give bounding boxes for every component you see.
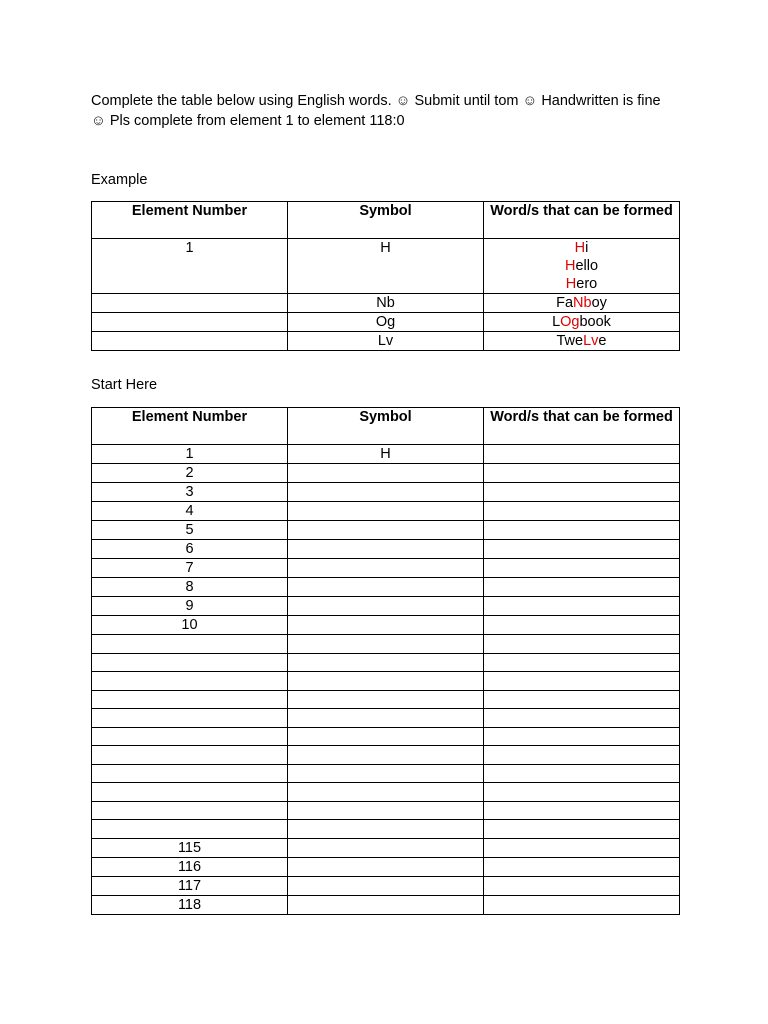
words-cell bbox=[484, 464, 680, 483]
word-part: i bbox=[585, 240, 589, 256]
word-part: ero bbox=[576, 276, 598, 292]
symbol-cell bbox=[288, 502, 484, 521]
example-label: Example bbox=[91, 172, 148, 188]
header-element-number: Element Number bbox=[92, 408, 288, 445]
words-cell bbox=[484, 820, 680, 839]
words-cell bbox=[484, 578, 680, 597]
start-row bbox=[92, 445, 680, 464]
symbol-cell bbox=[288, 895, 484, 914]
words-cell bbox=[484, 502, 680, 521]
example-header-row bbox=[92, 202, 680, 239]
element-number-cell bbox=[92, 709, 288, 728]
start-row bbox=[92, 838, 680, 857]
element-number-cell: 116 bbox=[92, 857, 288, 876]
element-number-cell: 3 bbox=[92, 483, 288, 502]
element-number-cell bbox=[92, 746, 288, 765]
start-row bbox=[92, 464, 680, 483]
words-cell bbox=[484, 746, 680, 765]
element-number-cell: 115 bbox=[92, 838, 288, 857]
start-row bbox=[92, 895, 680, 914]
header-symbol: Symbol bbox=[288, 408, 484, 445]
example-word bbox=[490, 332, 673, 350]
header-element-number: Element Number bbox=[92, 202, 288, 239]
words-cell bbox=[484, 332, 680, 351]
element-number-cell: 1 bbox=[92, 239, 288, 294]
start-row bbox=[92, 597, 680, 616]
element-number-cell bbox=[92, 313, 288, 332]
start-row bbox=[92, 727, 680, 746]
example-row bbox=[92, 239, 680, 294]
symbol-cell bbox=[288, 820, 484, 839]
words-cell bbox=[484, 653, 680, 672]
example-word bbox=[490, 257, 673, 275]
words-cell bbox=[484, 838, 680, 857]
symbol-cell: Lv bbox=[288, 332, 484, 351]
symbol-cell bbox=[288, 464, 484, 483]
words-cell bbox=[484, 521, 680, 540]
header-symbol: Symbol bbox=[288, 202, 484, 239]
words-cell bbox=[484, 635, 680, 654]
symbol-cell bbox=[288, 540, 484, 559]
words-cell bbox=[484, 540, 680, 559]
symbol-cell bbox=[288, 857, 484, 876]
element-number-cell: 7 bbox=[92, 559, 288, 578]
instructions-line-2: ☺ Pls complete from element 1 to element 118:0 bbox=[91, 113, 405, 129]
start-row bbox=[92, 764, 680, 783]
words-cell bbox=[484, 313, 680, 332]
header-words: Word/s that can be formed bbox=[484, 408, 680, 445]
words-cell bbox=[484, 672, 680, 691]
symbol-cell bbox=[288, 559, 484, 578]
element-number-cell: 9 bbox=[92, 597, 288, 616]
words-cell bbox=[484, 559, 680, 578]
element-number-cell bbox=[92, 653, 288, 672]
element-number-cell: 2 bbox=[92, 464, 288, 483]
element-number-cell bbox=[92, 783, 288, 802]
element-number-cell: 117 bbox=[92, 876, 288, 895]
example-word bbox=[490, 239, 673, 257]
element-number-cell: 4 bbox=[92, 502, 288, 521]
word-part: e bbox=[598, 333, 607, 349]
start-row bbox=[92, 635, 680, 654]
start-row bbox=[92, 521, 680, 540]
symbol-cell bbox=[288, 746, 484, 765]
highlighted-symbol: Nb bbox=[573, 295, 592, 311]
symbol-cell bbox=[288, 764, 484, 783]
element-number-cell bbox=[92, 332, 288, 351]
symbol-cell bbox=[288, 709, 484, 728]
element-number-cell: 6 bbox=[92, 540, 288, 559]
words-cell bbox=[484, 876, 680, 895]
start-row bbox=[92, 690, 680, 709]
symbol-cell bbox=[288, 672, 484, 691]
element-number-cell bbox=[92, 672, 288, 691]
example-row bbox=[92, 313, 680, 332]
example-row bbox=[92, 294, 680, 313]
instructions-line-1: Complete the table below using English words. ☺ Submit until tom ☺ Handwritten is fine bbox=[91, 93, 661, 109]
symbol-cell bbox=[288, 838, 484, 857]
start-here-label: Start Here bbox=[91, 377, 158, 393]
example-table bbox=[91, 201, 680, 351]
element-number-cell: 118 bbox=[92, 895, 288, 914]
highlighted-symbol: H bbox=[574, 240, 586, 256]
words-cell bbox=[484, 801, 680, 820]
start-row bbox=[92, 483, 680, 502]
element-number-cell bbox=[92, 690, 288, 709]
words-cell bbox=[484, 709, 680, 728]
symbol-cell bbox=[288, 690, 484, 709]
start-row bbox=[92, 502, 680, 521]
start-row bbox=[92, 672, 680, 691]
word-part: book bbox=[579, 314, 611, 330]
word-part: Twe bbox=[556, 333, 584, 349]
words-cell bbox=[484, 597, 680, 616]
highlighted-symbol: H bbox=[565, 276, 577, 292]
element-number-cell: 1 bbox=[92, 445, 288, 464]
start-row bbox=[92, 801, 680, 820]
start-header-row bbox=[92, 408, 680, 445]
start-row bbox=[92, 559, 680, 578]
words-cell bbox=[484, 690, 680, 709]
start-row bbox=[92, 578, 680, 597]
symbol-cell bbox=[288, 578, 484, 597]
example-word bbox=[490, 294, 673, 312]
words-cell bbox=[484, 294, 680, 313]
start-table bbox=[91, 407, 680, 915]
example-word bbox=[490, 313, 673, 331]
symbol-cell bbox=[288, 521, 484, 540]
element-number-cell: 8 bbox=[92, 578, 288, 597]
element-number-cell: 10 bbox=[92, 616, 288, 635]
start-row bbox=[92, 709, 680, 728]
symbol-cell bbox=[288, 653, 484, 672]
example-row bbox=[92, 332, 680, 351]
symbol-cell bbox=[288, 727, 484, 746]
words-cell bbox=[484, 783, 680, 802]
start-row bbox=[92, 876, 680, 895]
symbol-cell: Og bbox=[288, 313, 484, 332]
element-number-cell bbox=[92, 820, 288, 839]
word-part: ello bbox=[575, 258, 599, 274]
word-part: Fa bbox=[556, 295, 574, 311]
start-row bbox=[92, 820, 680, 839]
symbol-cell bbox=[288, 801, 484, 820]
symbol-cell: Nb bbox=[288, 294, 484, 313]
words-cell bbox=[484, 895, 680, 914]
element-number-cell bbox=[92, 727, 288, 746]
symbol-cell bbox=[288, 616, 484, 635]
start-row bbox=[92, 540, 680, 559]
highlighted-symbol: Lv bbox=[583, 333, 599, 349]
symbol-cell bbox=[288, 876, 484, 895]
highlighted-symbol: H bbox=[564, 258, 576, 274]
highlighted-symbol: Og bbox=[560, 314, 580, 330]
start-row bbox=[92, 857, 680, 876]
words-cell bbox=[484, 239, 680, 294]
start-row bbox=[92, 746, 680, 765]
words-cell bbox=[484, 727, 680, 746]
words-cell bbox=[484, 616, 680, 635]
element-number-cell bbox=[92, 294, 288, 313]
symbol-cell bbox=[288, 597, 484, 616]
element-number-cell: 5 bbox=[92, 521, 288, 540]
symbol-cell: H bbox=[288, 445, 484, 464]
symbol-cell bbox=[288, 783, 484, 802]
example-word bbox=[490, 275, 673, 293]
word-part: L bbox=[552, 314, 561, 330]
words-cell bbox=[484, 483, 680, 502]
start-row bbox=[92, 783, 680, 802]
start-row bbox=[92, 616, 680, 635]
words-cell bbox=[484, 764, 680, 783]
element-number-cell bbox=[92, 635, 288, 654]
symbol-cell bbox=[288, 635, 484, 654]
instructions bbox=[91, 91, 691, 131]
symbol-cell: H bbox=[288, 239, 484, 294]
words-cell bbox=[484, 445, 680, 464]
element-number-cell bbox=[92, 801, 288, 820]
word-part: oy bbox=[591, 295, 607, 311]
symbol-cell bbox=[288, 483, 484, 502]
header-words: Word/s that can be formed bbox=[484, 202, 680, 239]
element-number-cell bbox=[92, 764, 288, 783]
start-row bbox=[92, 653, 680, 672]
words-cell bbox=[484, 857, 680, 876]
